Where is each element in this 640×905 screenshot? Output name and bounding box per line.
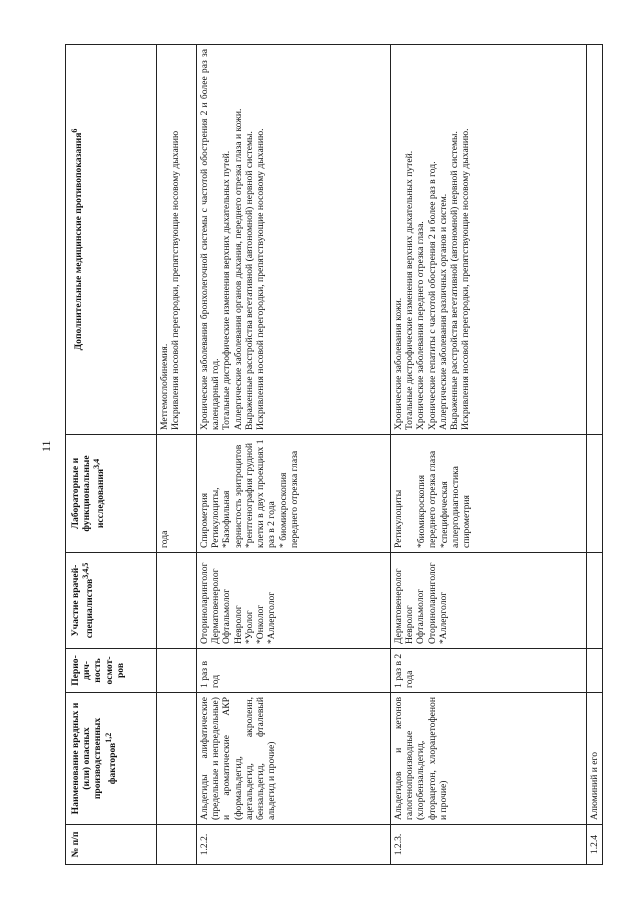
contra-item: Аллергические заболевания различных органов и систем. [437,193,449,430]
factor-cell: Альдегиды алифатические (предельные и непредельные) и ароматические АКР (формальдегид, ацетальдегид, акролеин, бензальдегид, фталевый альдегид и прочие) [197,693,391,825]
specialists-cell [157,553,197,649]
lab-item: Спирометрия [199,492,210,548]
period-cell: 1 раз в 2 года [391,649,587,693]
lab-item: *специфическая аллергодиагностика [438,466,461,548]
contra-item: Хронические заболевания переднего отрезка глаза. [415,221,427,430]
row-number: 1.2.2. [197,825,391,865]
rotated-table-container [65,45,600,865]
table-row [391,45,587,865]
table-row [157,45,197,865]
factor-cell: Алюминий и его [587,693,603,825]
factor-cell [157,693,197,825]
labs-cell [587,435,603,553]
labs-cell [391,435,587,553]
specialists-cell [197,553,391,649]
specialist-item: Дерматовенеролог [210,568,222,644]
header-labs: Лабораторные и функциональные исследования$^{3,4}$ [66,435,157,553]
contra-item: Выраженные расстройства вегетативной (автономной) нервной системы. [243,131,255,430]
contraindications-cell [157,45,197,435]
labs-cell [197,435,391,553]
contra-item: Искривления носовой перегородки, препятствующие носовому дыханию. [255,128,267,430]
lab-item: *рентгенография грудной клетки в двух проекциях 1 раз в 2 года [243,439,278,548]
contra-item: Тотальные дистрофические изменения верхних дыхательных путей. [221,150,233,430]
lab-item: Ретикулоциты, [210,487,222,548]
table-row [197,45,391,865]
period-cell [587,649,603,693]
contra-item: Метгемоглобинемия. [159,343,170,430]
contra-item: Искривления носовой перегородки, препятствующие носовому дыханию. [460,128,472,430]
header-num: № п/п [66,825,157,865]
contra-item: Выраженные расстройства вегетативной (автономной) нервной системы. [449,131,461,430]
lab-item: спирометрия [461,495,473,548]
contraindications-cell [391,45,587,435]
period-cell: 1 раз в год [197,649,391,693]
header-contraindications: Дополнительные медицинские противопоказания$^6$ [66,45,157,435]
table-row [587,45,603,865]
specialist-item: Оториноларинголог [199,562,210,644]
specialist-item: Дерматовенеролог [393,568,404,644]
contraindications-cell [197,45,391,435]
lab-item: * биомикроскопия переднего отрезка глаза [277,450,300,548]
contra-item: Хронические гепатиты с частотой обострения 2 и более раз в год. [426,161,438,430]
header-specialists: Участие врачей-специалистов$^{3,4,5}$ [66,553,157,649]
page-number: 11 [39,440,53,452]
specialists-cell [587,553,603,649]
specialist-item: Офтальмолог [221,588,233,644]
row-number [157,825,197,865]
lab-item: Ретикулоциты [393,489,404,548]
table-header-row [66,45,157,865]
specialist-item: Офтальмолог [415,588,427,644]
specialist-item: Невролог [232,605,244,644]
row-number: 1.2.3. [391,825,587,865]
specialist-item: Оториноларинголог [426,562,438,644]
lab-item: *биомикроскопия переднего отрезка глаза [416,450,439,548]
contraindications-cell [587,45,603,435]
specialists-cell [391,553,587,649]
specialist-item: Невролог [404,605,416,644]
factor-cell: Альдегидов и кетонов галогенопроизводные (хлорбензальдегид, фторацетон, хлорацетофенон и прочие) [391,693,587,825]
specialist-item: *Аллерголог [266,591,278,644]
lab-item: года [159,530,170,548]
specialist-item: *Аллерголог [437,591,449,644]
contra-item: Аллергические заболевания органов дыхания, переднего отрезка глаза и кожи. [232,108,244,430]
header-factors: Наименование вредных и (или) опасных производственных факторов$^{1,2}$ [66,693,157,825]
medical-exam-table [65,44,603,865]
header-period: Перио-дич-ность осмот-ров [66,649,157,693]
specialist-item: *Уролог [243,610,255,644]
period-cell [157,649,197,693]
lab-item: *Базофильная зернистость эритроцитов [221,444,244,548]
specialist-item: *Онколог [255,604,267,644]
contra-item: Хронические заболевания кожи. [393,297,404,430]
row-number: 1.2.4 [587,825,603,865]
contra-item: Хронические заболевания бронхолегочной системы с частотой обострения 2 и более раз за календарный год. [199,49,222,430]
labs-cell [157,435,197,553]
contra-item: Тотальные дистрофические изменения верхних дыхательных путей. [404,150,416,430]
contra-item: Искривления носовой перегородки, препятствующие носовому дыханию [170,130,182,430]
